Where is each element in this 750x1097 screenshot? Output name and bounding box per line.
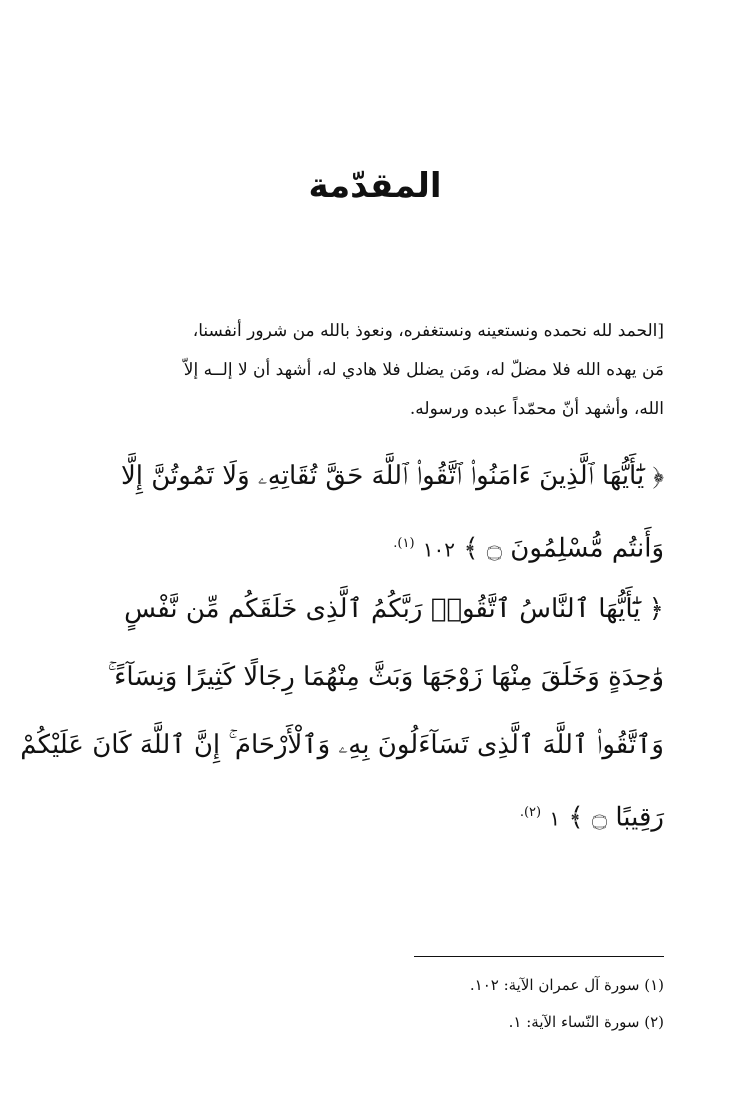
footnote-divider <box>414 956 664 957</box>
verse-line: ﴿ يَٰٓأَيُّهَا ٱلَّذِينَ ءَامَنُوا۟ ٱتَّقُوا۟ ٱللَّهَ حَقَّ تُقَاتِهِۦ وَلَا تَمُوتُنَّ إِلَّا <box>120 461 664 491</box>
intro-line: مَن يهده الله فلا مضلّ له، ومَن يضلل فلا هادي له، أشهد أن لا إلــه إلاّ <box>183 360 664 380</box>
verse-text: وَأَنتُم مُّسْلِمُونَ ۝ ﴾ <box>463 533 664 564</box>
verse-line: وَٰحِدَةٍ وَخَلَقَ مِنْهَا زَوْجَهَا وَبَثَّ مِنْهُمَا رِجَالًا كَثِيرًا وَنِسَآءً ۚ <box>107 662 664 692</box>
ayah-number: ١٠٢ <box>422 537 456 562</box>
footnotes <box>84 967 664 1041</box>
page-title: المقدّمة <box>308 166 442 206</box>
verse-line: وَٱتَّقُوا۟ ٱللَّهَ ٱلَّذِى تَسَآءَلُونَ بِهِۦ وَٱلْأَرْحَامَ ۚ إِنَّ ٱللَّهَ كَانَ عَلَيْكُمْ <box>20 730 664 760</box>
footnote-mark: (٢). <box>519 805 542 820</box>
verse-line: ﴿ يَٰٓأَيُّهَا ٱلنَّاسُ ٱتَّقُوا۟ رَبَّكُمُ ٱلَّذِى خَلَقَكُم مِّن نَّفْسٍ <box>124 594 664 624</box>
quran-verse-2 <box>20 575 664 853</box>
footnote-mark: (١). <box>393 536 415 551</box>
intro-line: الله، وأشهد أنّ محمّداً عبده ورسوله. <box>409 399 664 419</box>
quran-verse-1 <box>84 442 664 584</box>
footnote: (٢) سورة النّساء الآية: ١. <box>508 1013 664 1031</box>
ayah-number: ١ <box>549 806 561 831</box>
intro-paragraph <box>84 312 664 429</box>
verse-line <box>84 510 664 584</box>
intro-line: [الحمد لله نحمده ونستعينه ونستغفره، ونعوذ بالله من شرور أنفسنا، <box>192 321 664 341</box>
verse-text: رَقِيبًا ۝ ﴾ <box>568 802 664 833</box>
verse-line <box>84 779 664 853</box>
footnote: (١) سورة آل عمران الآية: ١٠٢. <box>469 976 664 994</box>
